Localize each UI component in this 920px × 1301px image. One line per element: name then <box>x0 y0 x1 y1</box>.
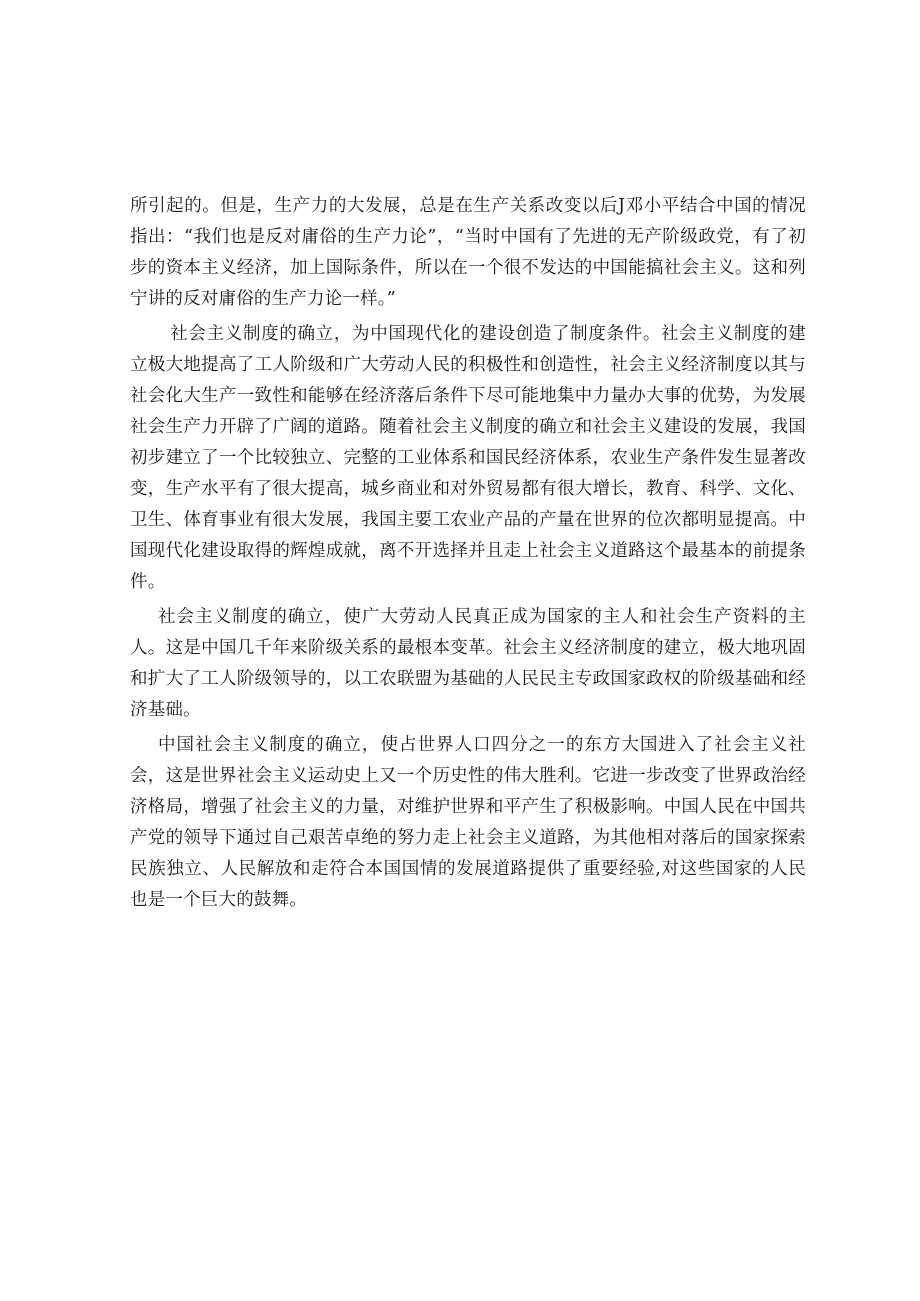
paragraph-1: 所引起的。但是，生产力的大发展，总是在生产关系改变以后J邓小平结合中国的情况指出：“我们也是反对庸俗的生产力论”，“当时中国有了先进的无产阶级政党，有了初步的资本主义经济，加上国际条件，所以在一个很不发达的中国能搞社会主义。这和列宁讲的反对庸俗的生产力论一样。” <box>130 196 806 309</box>
paragraph-3: 社会主义制度的确立，使广大劳动人民真正成为国家的主人和社会生产资料的主人。这是中国几千年来阶级关系的最根本变革。社会主义经济制度的建立，极大地巩固和扩大了工人阶级领导的，以工农联盟为基础的人民民主专政国家政权的阶级基础和经济基础。 <box>130 607 806 720</box>
paragraph-2: 社会主义制度的确立，为中国现代化的建设创造了制度条件。社会主义制度的建立极大地提高了工人阶级和广大劳动人民的积极性和创造性，社会主义经济制度以其与社会化大生产一致性和能够在经济落后条件下尽可能地集中力量办大事的优势，为发展社会生产力开辟了广阔的道路。随着社会主义制度的确立和社会主义建设的发展，我国初步建立了一个比较独立、完整的工业体系和国民经济体系，农业生产条件发生显著改变，生产水平有了很大提高，城乡商业和对外贸易都有很大增长，教育、科学、文化、卫生、体育事业有很大发展，我国主要工农业产品的产量在世界的位次都明显提高。中国现代化建设取得的辉煌成就，离不开选择并且走上社会主义道路这个最基本的前提条件。 <box>130 324 806 592</box>
document-body <box>130 191 806 920</box>
paragraph-4: 中国社会主义制度的确立，使占世界人口四分之一的东方大国进入了社会主义社会，这是世界社会主义运动史上又一个历史性的伟大胜利。它进一步改变了世界政治经济格局，增强了社会主义的力量，对维护世界和平产生了积极影响。中国人民在中国共产党的领导下通过自己艰苦卓绝的努力走上社会主义道路，为其他相对落后的国家探索民族独立、人民解放和走符合本国国情的发展道路提供了重要经验,对这些国家的人民也是一个巨大的鼓舞。 <box>130 735 806 910</box>
